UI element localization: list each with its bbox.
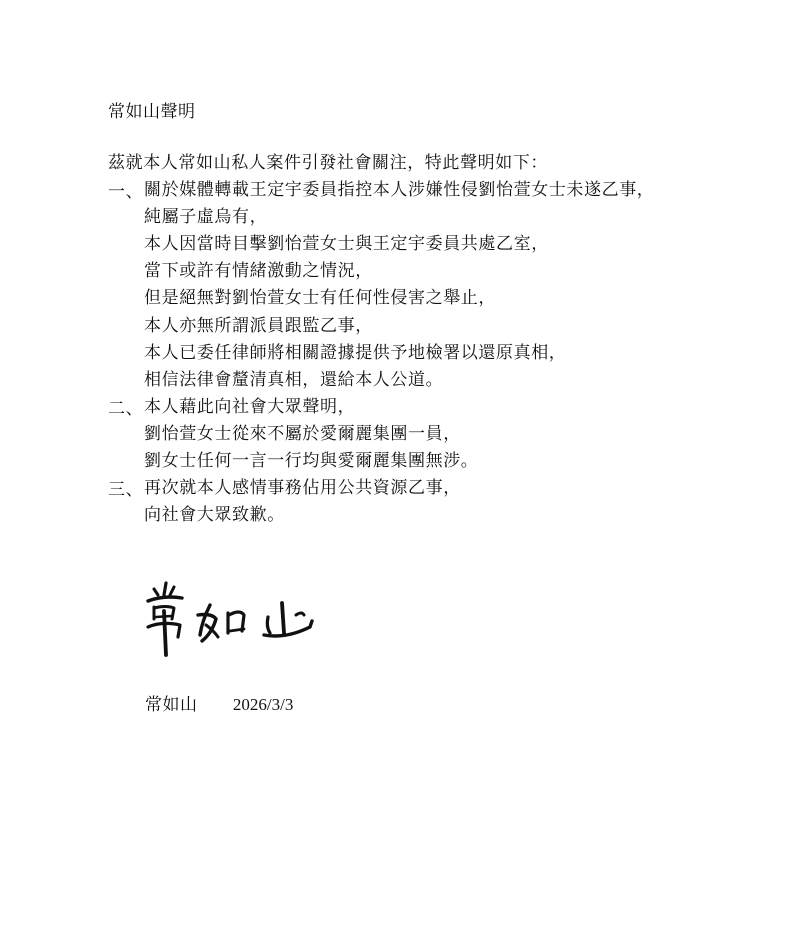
- item-line: 關於媒體轉載王定宇委員指控本人涉嫌性侵劉怡萱女士未遂乙事，: [144, 180, 655, 201]
- statement-item-2: [108, 394, 768, 421]
- item-number: 二、: [108, 398, 144, 419]
- statement-body: [108, 150, 768, 529]
- item-line: 相信法律會釐清真相，還給本人公道。: [144, 369, 444, 390]
- signature-line: [145, 692, 293, 718]
- item-line: 本人亦無所謂派員跟監乙事，: [144, 315, 373, 336]
- item-line: 但是絕無對劉怡萱女士有任何性侵害之舉止，: [144, 288, 496, 309]
- item-number: 一、: [108, 182, 144, 203]
- statement-item-3: [108, 475, 768, 502]
- item-line: 當下或許有情緒激動之情況，: [144, 261, 373, 282]
- item-line: 本人藉此向社會大眾聲明，: [144, 396, 356, 417]
- handwritten-signature: [140, 575, 340, 670]
- item-number: 三、: [108, 480, 144, 501]
- item-line: 再次就本人感情事務佔用公共資源乙事，: [144, 478, 461, 499]
- item-line: 本人因當時目擊劉怡萱女士與王定宇委員共處乙室，: [144, 234, 549, 255]
- statement-item-1: [108, 177, 768, 204]
- statement-date: 2026/3/3: [232, 695, 294, 714]
- statement-title: 常如山聲明: [108, 102, 196, 122]
- statement-intro: 茲就本人常如山私人案件引發社會關注，特此聲明如下：: [108, 153, 548, 173]
- item-line: 向社會大眾致歉。: [144, 505, 285, 526]
- item-line: 純屬子虛烏有，: [144, 207, 268, 228]
- item-line: 劉女士任何一言一行均與愛爾麗集團無涉。: [144, 451, 479, 472]
- item-line: 本人已委任律師將相關證據提供予地檢署以還原真相，: [144, 342, 567, 363]
- item-line: 劉怡萱女士從來不屬於愛爾麗集團一員，: [144, 423, 461, 444]
- signer-name: 常如山: [145, 695, 198, 715]
